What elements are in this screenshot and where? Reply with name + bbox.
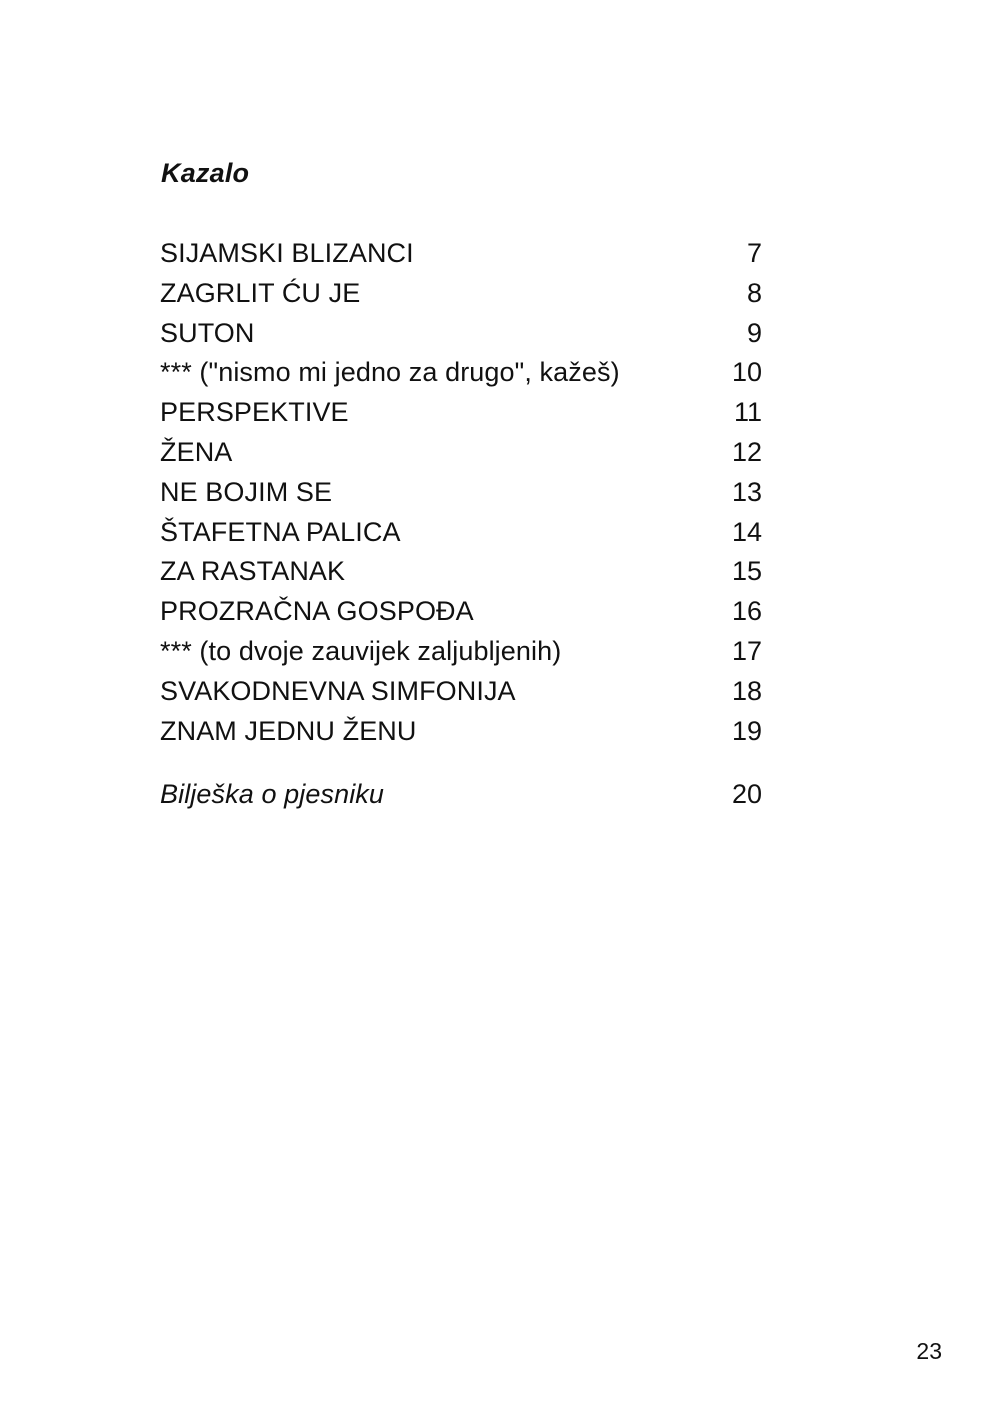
toc-entry-title: ŽENA <box>160 436 233 467</box>
toc-entry-title: ZAGRLIT ĆU JE <box>160 277 361 308</box>
toc-entry <box>160 473 762 513</box>
toc-entry <box>160 552 762 592</box>
toc-entry-title: PERSPEKTIVE <box>160 397 349 428</box>
toc-entry-title: SVAKODNEVNA SIMFONIJA <box>160 675 516 706</box>
toc-entry-page: 14 <box>731 516 762 547</box>
toc-entry-page: 16 <box>731 596 762 627</box>
page-title: Kazalo <box>161 158 250 188</box>
toc-entry-page: 13 <box>731 476 762 507</box>
toc-entry-page: 9 <box>746 317 762 348</box>
toc-entry-title: PROZRAČNA GOSPOĐA <box>160 596 474 627</box>
toc-entry-page: 19 <box>731 715 762 746</box>
toc-note-title: Bilješka o pjesniku <box>160 779 385 810</box>
toc-entry <box>160 393 762 433</box>
toc-entry-title: SUTON <box>160 317 255 348</box>
toc-entry <box>160 672 762 712</box>
toc-entry <box>160 513 762 553</box>
toc-entry <box>160 632 762 672</box>
toc-entry <box>160 353 762 393</box>
toc-entry-page: 15 <box>731 556 762 587</box>
toc-entry-page: 11 <box>733 397 762 428</box>
toc-note-entry <box>160 775 762 815</box>
toc-entry <box>160 314 762 354</box>
toc-entry <box>160 712 762 752</box>
table-of-contents <box>160 234 762 815</box>
toc-entry-title: *** (to dvoje zauvijek zaljubljenih) <box>160 635 562 666</box>
toc-entry-page: 18 <box>731 675 762 706</box>
toc-entry-title: ZA RASTANAK <box>160 556 346 587</box>
toc-entry <box>160 274 762 314</box>
toc-entry-page: 8 <box>746 277 762 308</box>
toc-entry <box>160 234 762 274</box>
page-number: 23 <box>916 1338 942 1364</box>
toc-entry-title: ZNAM JEDNU ŽENU <box>160 715 417 746</box>
toc-entry-page: 17 <box>731 635 762 666</box>
toc-entry-page: 10 <box>731 357 762 388</box>
toc-entry-title: ŠTAFETNA PALICA <box>160 516 401 547</box>
toc-entry-title: SIJAMSKI BLIZANCI <box>160 238 414 268</box>
toc-entry-page: 7 <box>746 238 762 268</box>
toc-entry-title: NE BOJIM SE <box>160 476 333 507</box>
toc-entry-page: 12 <box>731 436 762 467</box>
toc-entry-title: *** ("nismo mi jedno za drugo", kažeš) <box>160 357 620 388</box>
toc-entry <box>160 433 762 473</box>
toc-note-page: 20 <box>731 779 762 810</box>
toc-entry <box>160 592 762 632</box>
